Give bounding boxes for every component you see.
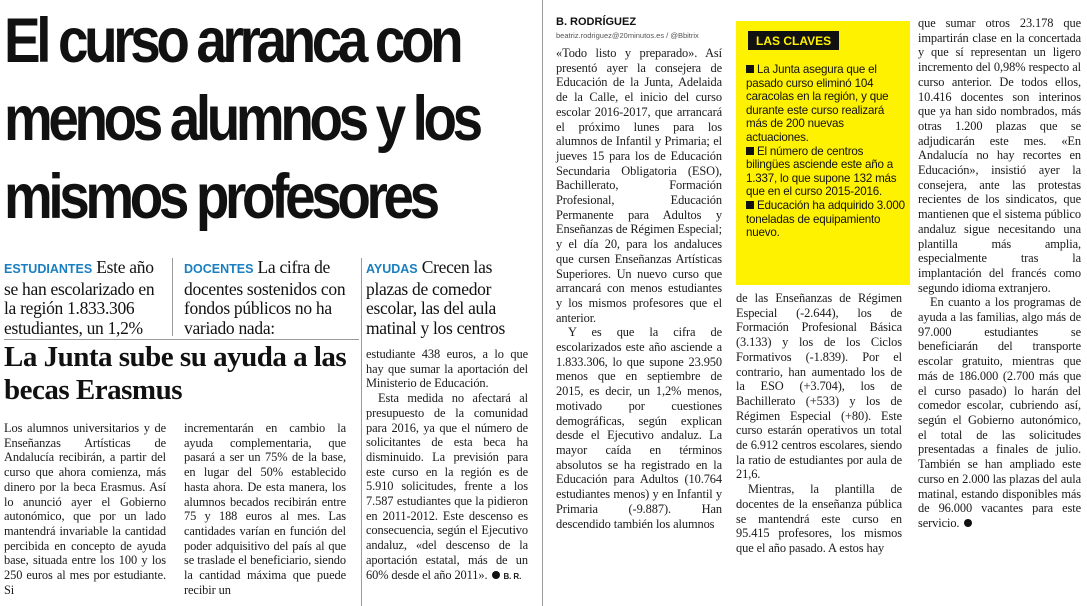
bullet-square-icon [746,65,754,73]
article-paragraph: que sumar otros 23.178 que impartirán clase en la concertada y que sí representan un ligero incremento del 0,98% respecto al curso anterior. De todos ellos, 10.416 docentes son interinos que ya han sido nombrados, más otras 1.200 plazas que se adjudicarán este mes. «En Andalucía no hay recortes en Educación», insistió ayer la consejera, ante las protestas recientes de los sindicatos, que mantienen que el sistema público andaluz sigue necesitando una plantilla más amplia, especialmente tras la implantación del francés como segundo idioma extranjero. [918,16,1081,295]
end-mark-icon [492,571,500,579]
bullet-square-icon [746,147,754,155]
teaser-text: Este año se han escolarizado en la región 1.833.306 estudiantes, un 1,2% [4,257,155,338]
teaser-estudiantes [4,258,159,338]
byline-name: B. RODRÍGUEZ [556,16,637,28]
erasmus-paragraph [366,391,528,584]
erasmus-paragraph-text: Esta medida no afectará al presupuesto de la comunidad para 2016, ya que el número de solicitantes de esta beca ha disminuido. La previsión para este curso en la región es de 5.910 solicitudes, frente a los 7.587 estudiantes que la pidieron en 2011-2012. Este descenso es consecuencia, según el Ejecutivo andaluz, «del descenso de la aportación estatal, más de un 60% desde el año 2011». [366,391,528,582]
key-points-list [746,63,906,240]
article-paragraph: «Todo listo y preparado». Así presentó ayer la consejera de Educación de la Junta, Adelaida de la Calle, el inicio del curso escolar 2016-2017, que arrancará el próximo lunes para los alumnos de Infantil y Primaria; el jueves 15 para los de Educación Secundaria Obligatoria (ESO), Bachillerato, Formación Profesional, Educación Permanente para Adultos y Enseñanzas de Régimen Especial; y el día 20, para los andaluces que cursen Enseñanzas Artísticas Superiores. Un nuevo curso que arrancará con menos estudiantes y los mismos profesores que el anterior. [556,46,722,325]
teaser-text: La cifra de docentes sostenidos con fondos públicos no ha variado nada: [184,257,346,338]
teaser-tag: ESTUDIANTES [4,262,93,276]
headline [4,2,479,236]
column-divider [172,258,173,336]
key-point-text: El número de centros bilingües asciende este año a 1.337, lo que supone 132 más que en el curso 2015-2016. [746,144,897,199]
article-paragraph: Mientras, la plantilla de docentes de la enseñanza pública se mantendrá este curso en 95.415 profesores, los mismos que el año pasado. A estos hay [736,482,902,555]
erasmus-column-3 [366,347,528,584]
article-paragraph: de las Enseñanzas de Régimen Especial (-2.644), los de Formación Profesional Básica (3.133) y los de los Ciclos Formativos (-1.839). Por el contrario, han aumentado los de la ESO (+3.704), los de Bachillerato (+533) y los de Régimen Especial (+80). Este curso estarán operativos un total de 6.912 centros escolares, siendo la ratio de estudiantes por aula de 21,6. [736,291,902,482]
erasmus-column-2 [184,421,346,597]
article-paragraph [918,295,1081,530]
key-point [746,63,906,145]
erasmus-signature: B. R. [503,571,522,581]
teaser-tag: DOCENTES [184,262,254,276]
article-column-3 [918,16,1081,531]
column-divider [542,0,543,606]
column-divider [361,258,362,606]
teaser-docentes [184,258,360,338]
erasmus-paragraph: Los alumnos universitarios y de Enseñanzas Artísticas de Andalucía recibirán, a partir del curso que ahora comienza, más dinero por la beca Erasmus. Así lo anunció ayer el Gobierno autonómico, que por un lado mantendrá invariable la cantidad percibida en concepto de ayuda base, situada entre los 100 y los 250 euros al mes por estudiante. Si [4,421,166,597]
article-column-1 [556,46,722,531]
end-mark-icon [964,519,972,527]
bullet-square-icon [746,201,754,209]
article-paragraph-text: En cuanto a los programas de ayuda a las familias, algo más de 97.000 estudiantes se beneficiarán del transporte escolar gratuito, mientras que más de 186.000 (2.700 más que el curso pasado) lo harán del comedor escolar, cubriendo así, según el Gobierno autonómico, el total de las solicitudes presentadas a finales de julio. También se han ampliado este curso en 2.000 las plazas del aula matinal, estando disponibles más de 96.000 vacantes para este servicio. [918,295,1081,530]
headline-line-1: El curso arranca con [4,6,460,76]
erasmus-paragraph: incrementarán en cambio la ayuda complementaria, que pasará a ser un 75% de la base, en lugar del 50% establecido hasta ahora. De esta manera, los alumnos becados recibirán entre 75 y 188 euros al mes. Las cantidades varían en función del poder adquisitivo del país al que se traslade el beneficiario, siendo la cantidad máxima que puede recibir un [184,421,346,597]
teaser-ayudas [366,258,538,338]
key-points-title: LAS CLAVES [748,31,839,50]
key-points-box [736,21,910,285]
key-point [746,145,906,199]
key-point-text: Educación ha adquirido 3.000 toneladas de equipamiento nuevo. [746,198,905,240]
article-paragraph: Y es que la cifra de escolarizados este año asciende a 1.833.306, lo que supone 23.950 menos que en septiembre de 2015, es decir, un 1,2% menos, motivado por cuestiones demográficas, según explican desde el Ejecutivo andaluz. La mayor caída en términos absolutos se ha registrado en la Educación para Adultos (10.764 estudiantes menos) y en Infantil y Primaria (-9.887). Han descendido también los alumnos [556,325,722,531]
key-point-text: La Junta asegura que el pasado curso eliminó 104 caracolas en la región, y que durante este curso realizará más de 200 nuevas actuaciones. [746,63,889,144]
section-divider [4,339,359,340]
erasmus-column-1 [4,421,166,597]
erasmus-paragraph: estudiante 438 euros, a lo que hay que sumar la aportación del Ministerio de Educación. [366,347,528,391]
key-point [746,199,906,240]
article-column-2 [736,291,902,556]
byline-email: beatriz.rodriguez@20minutos.es / @Bbitrix [556,31,699,40]
erasmus-title: La Junta sube su ayuda a las becas Erasmus [4,341,347,406]
teaser-tag: AYUDAS [366,262,418,276]
teaser-text: Crecen las plazas de comedor escolar, las del aula matinal y los centros [366,257,506,338]
headline-line-3: mismos profesores [4,162,436,232]
headline-line-2: menos alumnos y los [4,84,479,154]
